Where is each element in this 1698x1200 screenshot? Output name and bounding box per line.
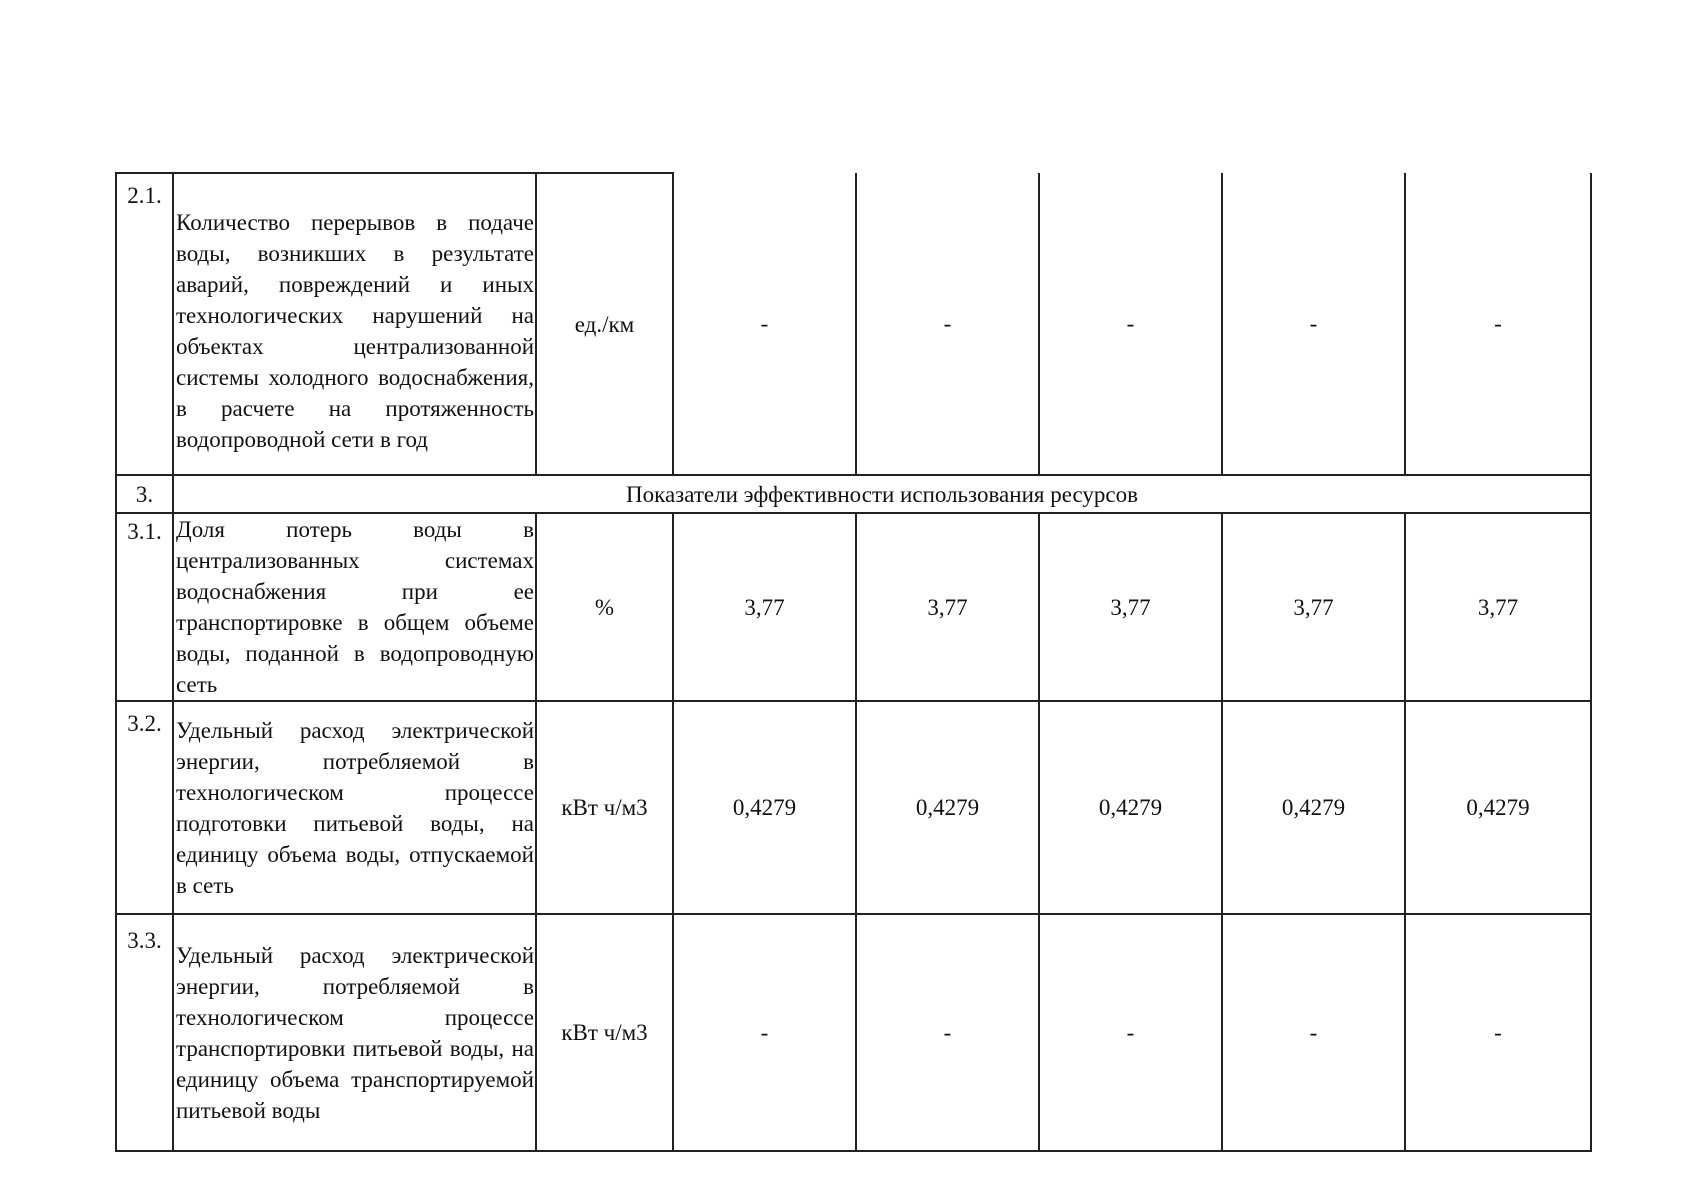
table-row	[116, 914, 1591, 1151]
value-cell: -	[856, 173, 1039, 475]
value-cell: 0,4279	[1039, 701, 1222, 914]
row-unit: кВт ч/м3	[536, 914, 673, 1151]
row-unit: кВт ч/м3	[536, 701, 673, 914]
table-row	[116, 173, 1591, 475]
value-cell: 3,77	[1039, 513, 1222, 701]
value-cell: 3,77	[1222, 513, 1405, 701]
value-cell: 3,77	[856, 513, 1039, 701]
value-cell: 0,4279	[1405, 701, 1591, 914]
row-number: 3.2.	[116, 701, 173, 914]
row-description	[173, 173, 536, 475]
value-cell: -	[1222, 173, 1405, 475]
value-cell: -	[1039, 914, 1222, 1151]
value-cell: -	[673, 173, 856, 475]
value-cell: -	[1405, 914, 1591, 1151]
row-number: 3.3.	[116, 914, 173, 1151]
indicators-table	[115, 172, 1592, 1152]
row-number: 3.1.	[116, 513, 173, 701]
row-unit: ед./км	[536, 173, 673, 475]
value-cell: 0,4279	[856, 701, 1039, 914]
value-cell: -	[856, 914, 1039, 1151]
value-cell: 0,4279	[673, 701, 856, 914]
table-row	[116, 513, 1591, 701]
value-cell: 3,77	[1405, 513, 1591, 701]
value-cell: -	[1222, 914, 1405, 1151]
row-description	[173, 914, 536, 1151]
row-description	[173, 513, 536, 701]
row-description	[173, 701, 536, 914]
table-row	[116, 701, 1591, 914]
row-description-text: Удельный расход электрической энергии, потребляемой в технологическом процессе транспортировки питьевой воды, на единицу объема транспортируемой питьевой воды	[176, 942, 534, 1123]
section-row	[116, 475, 1591, 513]
row-description-text: Удельный расход электрической энергии, потребляемой в технологическом процессе подготовки питьевой воды, на единицу объема воды, отпускаемой в сеть	[176, 717, 534, 898]
section-title: Показатели эффективности использования ресурсов	[173, 475, 1591, 513]
value-cell: 3,77	[673, 513, 856, 701]
value-cell: -	[673, 914, 856, 1151]
value-cell: -	[1405, 173, 1591, 475]
value-cell: 0,4279	[1222, 701, 1405, 914]
row-number: 2.1.	[116, 173, 173, 475]
row-description-text: Количество перерывов в подаче воды, возникших в результате аварий, повреждений и иных технологических нарушений на объектах централизованной системы холодного водоснабжения, в расчете на протяженность водопроводной сети в год	[176, 210, 534, 452]
row-description-text: Доля потерь воды в централизованных системах водоснабжения при ее транспортировке в общем объеме воды, поданной в водопроводную сеть	[176, 517, 534, 697]
row-unit: %	[536, 513, 673, 701]
value-cell: -	[1039, 173, 1222, 475]
section-number: 3.	[116, 475, 173, 513]
